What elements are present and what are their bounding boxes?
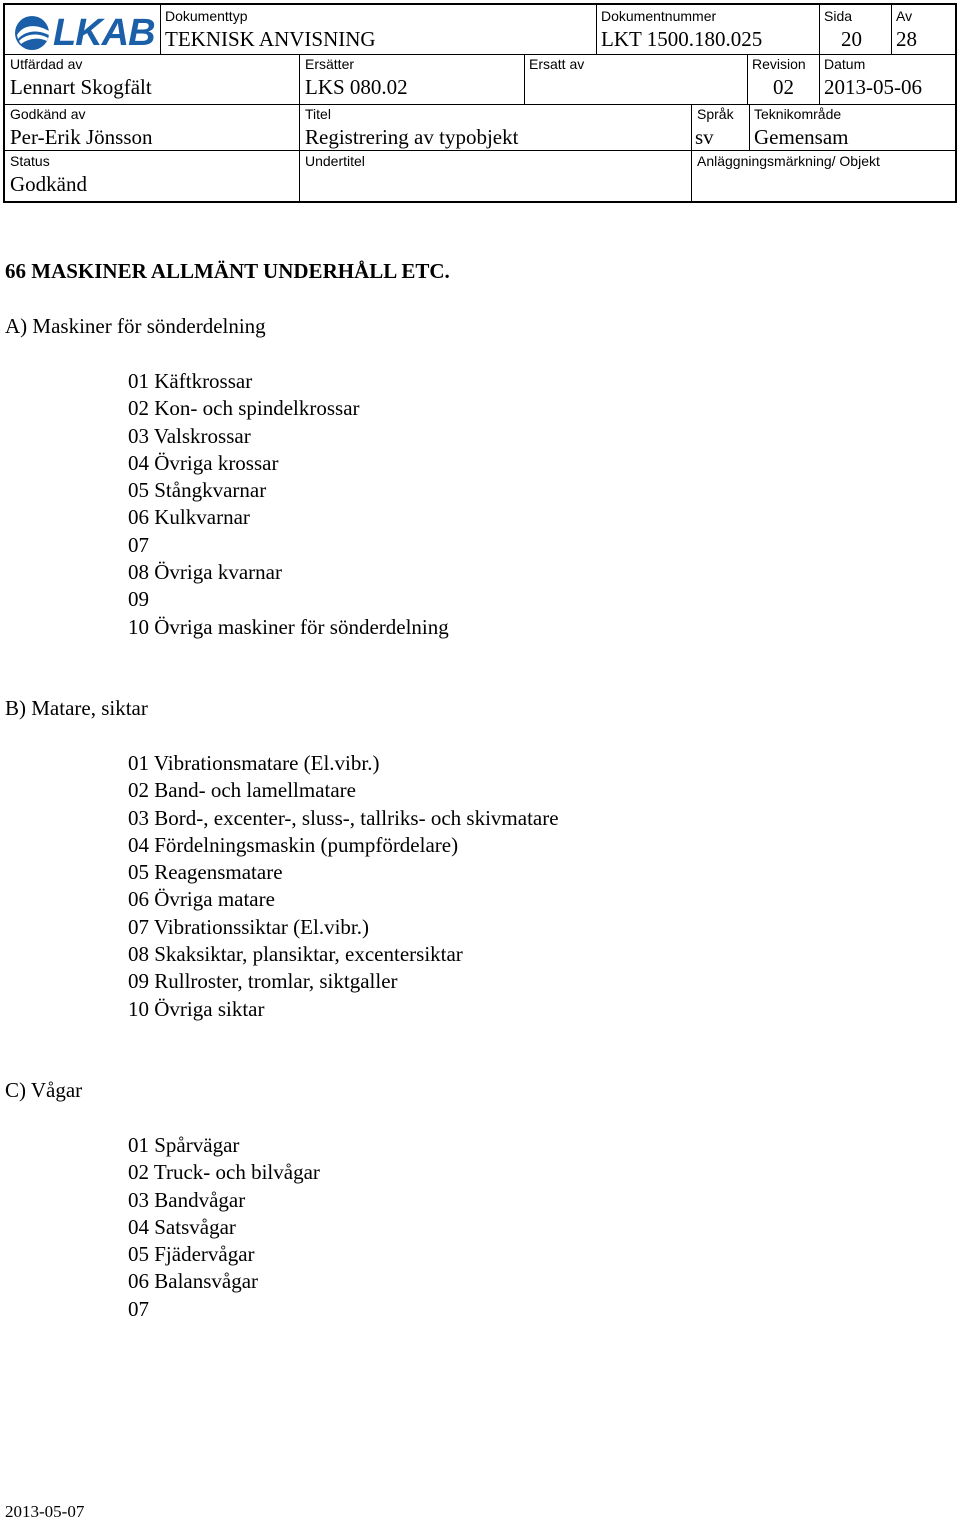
list-item: 05 Stångkvarnar xyxy=(128,478,267,503)
list-item: 07 xyxy=(128,1296,149,1321)
list-item: 01 Spårvägar xyxy=(128,1133,240,1157)
section-list-b xyxy=(128,750,559,1023)
issued-by-value: Lennart Skogfält xyxy=(10,75,152,99)
list-item: 07 xyxy=(128,532,149,557)
list-item: 02 Band- och lamellmatare xyxy=(128,778,356,803)
lkab-logo-text: LKAB xyxy=(53,12,155,54)
page-value: 20 xyxy=(841,27,862,51)
list-item: 04 Satsvågar xyxy=(128,1214,236,1239)
list-item: 06 Övriga matare xyxy=(128,887,275,912)
section-title-c: C) Vågar xyxy=(5,1078,83,1102)
list-item: 08 Skaksiktar, plansiktar, excentersiktar xyxy=(128,942,463,967)
language-label: Språk xyxy=(697,106,734,122)
status-label: Status xyxy=(10,153,50,169)
subtitle-label: Undertitel xyxy=(305,153,365,169)
revision-label: Revision xyxy=(752,56,806,72)
section-title-b: B) Matare, siktar xyxy=(5,696,148,720)
issued-by-label: Utfärdad av xyxy=(10,56,83,72)
page-heading: 66 MASKINER ALLMÄNT UNDERHÅLL ETC. xyxy=(5,259,450,283)
footer-date: 2013-05-07 xyxy=(5,1502,85,1521)
date-value: 2013-05-06 xyxy=(824,75,922,99)
doc-number-value: LKT 1500.180.025 xyxy=(601,27,763,51)
replaces-label: Ersätter xyxy=(305,56,355,72)
list-item: 06 Kulkvarnar xyxy=(128,505,250,530)
section-list-c xyxy=(128,1132,320,1323)
doc-type-value: TEKNISK ANVISNING xyxy=(165,27,376,51)
section-list-a xyxy=(128,368,449,641)
list-item: 09 xyxy=(128,587,149,612)
page-total-value: 28 xyxy=(896,27,917,51)
approved-by-value: Per-Erik Jönsson xyxy=(10,125,153,149)
list-item: 06 Balansvågar xyxy=(128,1269,259,1294)
list-item: 03 Bandvågar xyxy=(128,1187,246,1212)
replaces-value: LKS 080.02 xyxy=(305,75,408,99)
doc-number-label: Dokumentnummer xyxy=(601,8,717,24)
lkab-logo xyxy=(13,11,159,55)
list-item: 04 Fördelningsmaskin (pumpfördelare) xyxy=(128,832,459,857)
language-value: sv xyxy=(695,125,714,149)
page-total-label: Av xyxy=(896,8,913,24)
tech-area-label: Teknikområde xyxy=(754,106,842,122)
date-label: Datum xyxy=(824,56,866,72)
list-item: 05 Reagensmatare xyxy=(128,860,283,885)
tech-area-value: Gemensam xyxy=(754,125,849,149)
list-item: 07 Vibrationssiktar (El.vibr.) xyxy=(128,914,369,939)
list-item: 02 Truck- och bilvågar xyxy=(128,1160,320,1185)
list-item: 08 Övriga kvarnar xyxy=(128,560,282,585)
list-item: 10 Övriga maskiner för sönderdelning xyxy=(128,614,449,639)
doc-type-label: Dokumenttyp xyxy=(165,8,248,24)
page-label: Sida xyxy=(824,8,853,24)
list-item: 02 Kon- och spindelkrossar xyxy=(128,396,360,421)
list-item: 03 Bord-, excenter-, sluss-, tallriks- och skivmatare xyxy=(128,805,559,830)
approved-by-label: Godkänd av xyxy=(10,106,86,122)
revision-value: 02 xyxy=(773,75,794,99)
marking-label: Anläggningsmärkning/ Objekt xyxy=(697,153,880,169)
status-value: Godkänd xyxy=(10,172,87,196)
document-header xyxy=(3,3,957,203)
list-item: 01 Käftkrossar xyxy=(128,369,253,393)
list-item: 09 Rullroster, tromlar, siktgaller xyxy=(128,969,398,994)
list-item: 10 Övriga siktar xyxy=(128,996,265,1021)
section-title-a: A) Maskiner för sönderdelning xyxy=(5,314,266,338)
list-item: 04 Övriga krossar xyxy=(128,450,279,475)
title-value: Registrering av typobjekt xyxy=(305,125,519,149)
list-item: 01 Vibrationsmatare (El.vibr.) xyxy=(128,751,380,775)
replaced-by-label: Ersatt av xyxy=(529,56,585,72)
title-label: Titel xyxy=(305,106,331,122)
list-item: 03 Valskrossar xyxy=(128,423,251,448)
list-item: 05 Fjädervågar xyxy=(128,1242,255,1267)
